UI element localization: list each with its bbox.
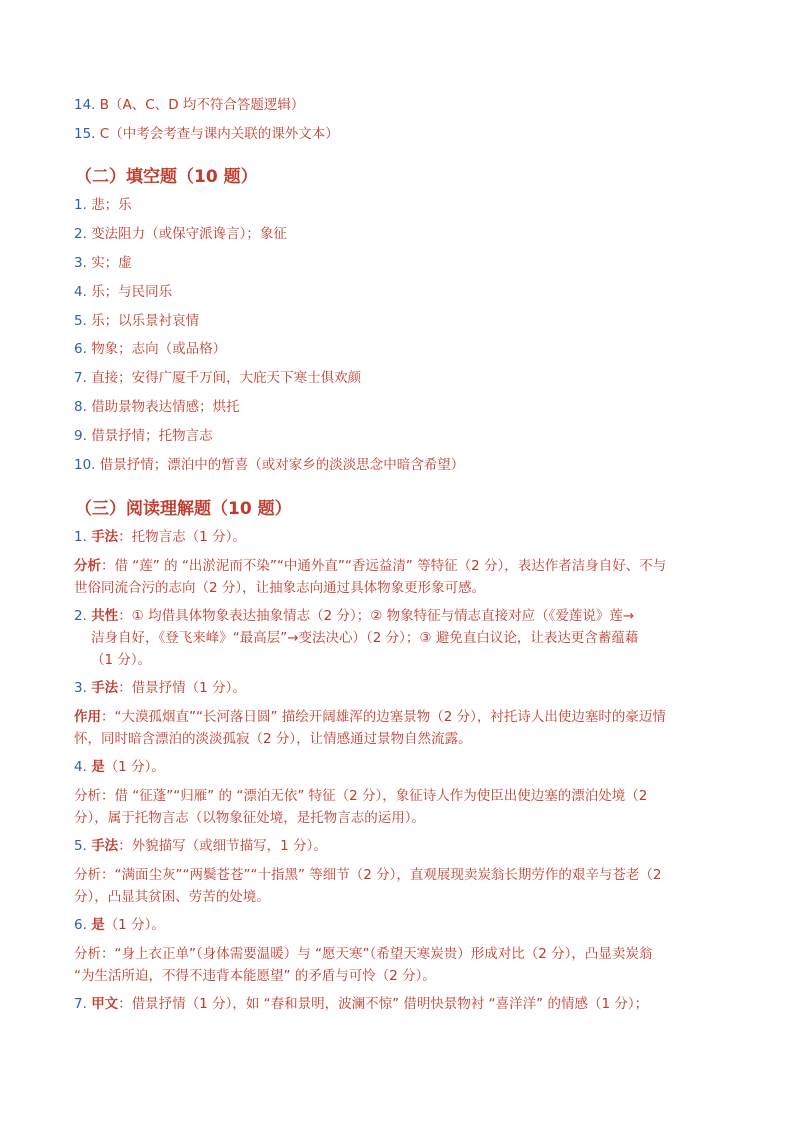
fill-item-3 [74,252,734,274]
fill-item-7 [74,367,734,389]
answer-text: （1 分）。 [104,759,165,775]
fill-item-6 [74,338,734,360]
reading-a5-line2: 分），凸显其贫困、劳苦的处境。 [74,889,270,905]
item-text: C（中考会考查与课内关联的课外文本） [99,126,339,142]
item-text: 乐；以乐景衬哀情 [91,313,200,329]
reading-a4-line2: 分），属于托物言志（以物象征处境，是托物言志的运用）。 [74,810,425,826]
item-number: 5. [74,838,87,854]
item-text: 变法阻力（或保守派谗言）；象征 [91,226,287,242]
reading-q2-line2: 洁身自好，《登飞来峰》“最高层”→变法决心）（2 分）；③ 避免直白议论，让表达更含蓄蕴藉 [91,630,639,646]
reading-q4 [74,756,734,778]
fill-item-8 [74,396,734,418]
reading-a6-line1: 分析：“身上衣正单”（身体需要温暖）与 “愿天寒”（希望天寒炭贵）形成对比（2 分），凸显卖炭翁 [74,946,653,962]
reading-q7 [74,993,734,1015]
answer-text: （1 分）。 [104,917,165,933]
section-heading-reading: （三）阅读理解题（10 题） [75,499,292,519]
effect-label: 作用 [74,709,101,725]
item-number: 3. [74,255,87,271]
answer-text: ：① 均借具体物象表达抽象情志（2 分）；② 物象特征与情志直接对应（《爱莲说》莲→ [118,608,635,624]
reading-a1-line2: 世俗同流合污的志向（2 分），让抽象志向通过具体物象更形象可感。 [74,580,486,596]
item-number: 6. [74,341,87,357]
item-number: 6. [74,917,87,933]
item-number: 3. [74,680,87,696]
answer-label: 甲文 [91,996,119,1012]
item-text: 直接；安得广厦千万间，大庇天下寒士俱欢颜 [91,370,362,386]
reading-q6 [74,914,734,936]
reading-q5 [74,835,734,857]
answer-label: 手法 [91,529,119,545]
reading-q1 [74,526,734,548]
reading-a1-line1 [74,555,734,577]
item-number: 7. [74,370,87,386]
mc-item-14 [74,94,734,116]
reading-a4-line1: 分析：借 “征蓬”“归雁” 的 “漂泊无依” 特征（2 分），象征诗人作为使臣出使边塞的漂泊处境（2 [74,788,648,804]
effect-text: ：“大漠孤烟直”“长河落日圆” 描绘开阔雄浑的边塞景物（2 分），衬托诗人出使边塞时的豪迈情 [101,709,666,725]
item-number: 1. [74,197,87,213]
item-number: 5. [74,313,87,329]
reading-a5-line1: 分析：“满面尘灰”“两鬓苍苍”“十指黑” 等细节（2 分），直观展现卖炭翁长期劳作的艰辛与苍老（2 [74,867,662,883]
mc-item-15 [74,123,734,145]
item-text: 物象；志向（或品格） [91,341,227,357]
reading-q3 [74,677,734,699]
fill-item-1 [74,194,734,216]
reading-a3-line1 [74,706,734,728]
answer-label: 是 [91,759,105,775]
item-number: 4. [74,284,87,300]
answer-text: ：借景抒情（1 分），如 “春和景明，波澜不惊” 借明快景物衬 “喜洋洋” 的情感（1 分）； [118,996,649,1012]
item-text: 借景抒情；漂泊中的暂喜（或对家乡的淡淡思念中暗含希望） [99,457,465,473]
item-number: 2. [74,608,87,624]
answer-label: 手法 [91,838,119,854]
item-text: 悲；乐 [91,197,132,213]
answer-text: ：借景抒情（1 分）。 [118,680,246,696]
item-number: 8. [74,399,87,415]
item-number: 14. [74,97,96,113]
fill-item-4 [74,281,734,303]
analysis-text: ：借 “莲” 的 “出淤泥而不染”“中通外直”“香远益清” 等特征（2 分），表达作者洁身自好、不与 [101,558,667,574]
item-text: B（A、C、D 均不符合答题逻辑） [99,97,305,113]
fill-item-10 [74,454,734,476]
fill-item-5 [74,310,734,332]
item-number: 9. [74,428,87,444]
section-heading-fill-in: （二）填空题（10 题） [75,167,258,187]
item-number: 15. [74,126,96,142]
reading-q2-line3: （1 分）。 [91,652,152,668]
answer-text: ：外貌描写（或细节描写，1 分）。 [118,838,327,854]
analysis-label: 分析 [74,558,101,574]
item-number: 4. [74,759,87,775]
item-text: 乐；与民同乐 [91,284,173,300]
answer-label: 手法 [91,680,119,696]
fill-item-9 [74,425,734,447]
reading-q2-line1 [74,605,734,627]
item-number: 1. [74,529,87,545]
reading-a3-line2: 怀，同时暗含漂泊的淡淡孤寂（2 分），让情感通过景物自然流露。 [74,731,472,747]
item-number: 7. [74,996,87,1012]
item-number: 10. [74,457,96,473]
reading-a6-line2: “为生活所迫，不得不违背本能愿望” 的矛盾与可怜（2 分）。 [74,968,436,984]
answer-label: 共性 [91,608,119,624]
item-number: 2. [74,226,87,242]
item-text: 借助景物表达情感；烘托 [91,399,240,415]
answer-text: ：托物言志（1 分）。 [118,529,246,545]
answer-label: 是 [91,917,105,933]
item-text: 借景抒情；托物言志 [91,428,213,444]
item-text: 实；虚 [91,255,132,271]
fill-item-2 [74,223,734,245]
